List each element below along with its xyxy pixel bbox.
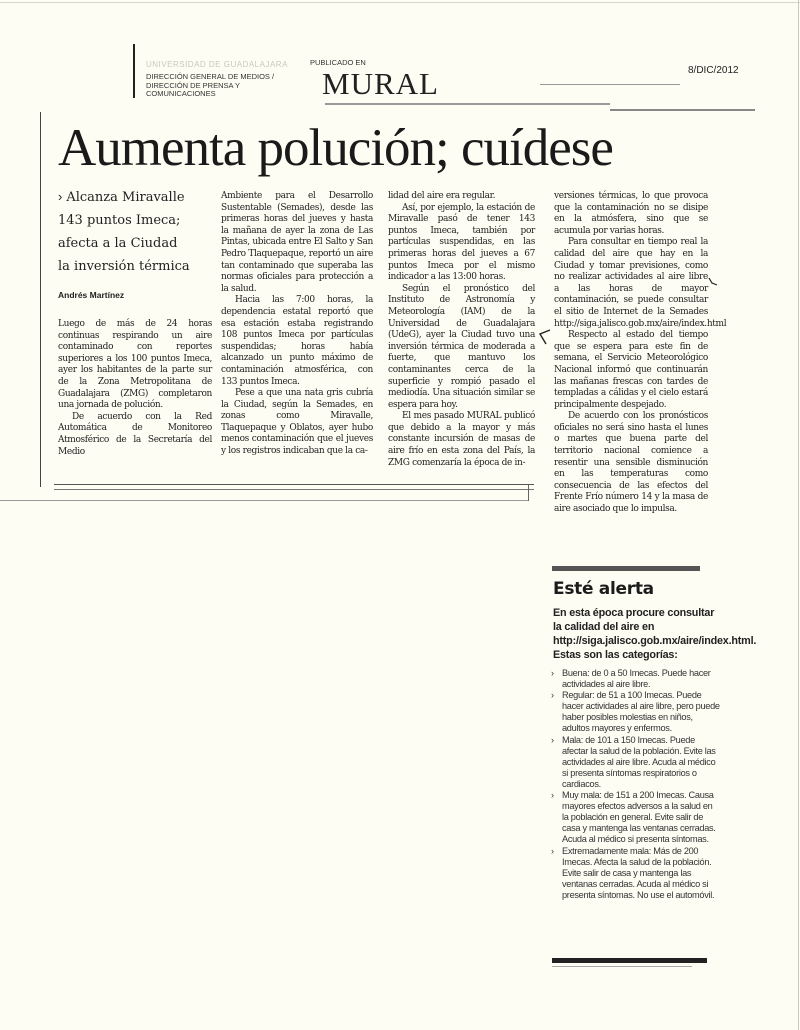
chevron-right-icon: › xyxy=(58,189,63,204)
category-item: › Regular: de 51 a 100 Imecas. Puede hacer actividades al aire libre, pero puede haber posibles molestias en niños, adultos mayores y enfermos. xyxy=(551,690,720,734)
chevron-right-icon: › xyxy=(551,690,554,701)
air-quality-categories xyxy=(551,668,721,901)
sidebar-bottom-rule xyxy=(552,958,707,963)
clipping-cut-line xyxy=(0,500,528,501)
paragraph: Según el pronóstico del Instituto de Astronomía y Meteorología (IAM) de la Universidad de Guadalajara (UdeG), ayer la Ciudad tuvo una inversión térmica de moderada a fuerte, que mantuvo los contaminantes cerca de la superficie y rompió pasado el mediodía. Una situación similar se espera para hoy. xyxy=(388,283,535,410)
article-bottom-rule xyxy=(54,484,534,485)
paragraph: Ambiente para el Desarrollo Sustentable (Semades), desde las primeras horas del jueves y hasta la mañana de ayer la zona de Las Pintas, ubicada entre El Salto y San Pedro Tlaquepaque, reportó un aire tan contaminado que superaba las normas oficiales para protección a la salud. xyxy=(221,191,373,294)
paragraph: lidad del aire era regular. xyxy=(388,191,496,201)
headline: Aumenta polución; cuídese xyxy=(58,119,613,177)
category-item: › Extremadamente mala: Más de 200 Imecas. Afecta la salud de la población. Evite salir de casa y mantenga las ventanas cerradas. Acuda al médico si presenta síntomas. No use el automóvil. xyxy=(551,845,715,900)
category-item: › Mala: de 101 a 150 Imecas. Puede afectar la salud de la población. Evite las actividades al aire libre. Acuda al médico si presenta síntomas respiratorios o cardiacos. xyxy=(551,734,716,789)
chevron-right-icon: › xyxy=(551,734,554,745)
chevron-right-icon: › xyxy=(551,668,554,678)
org-block xyxy=(146,60,306,99)
pen-mark-icon xyxy=(538,328,552,346)
org-line: DIRECCIÓN GENERAL DE MEDIOS / xyxy=(146,72,275,81)
paragraph: El mes pasado MURAL publicó que debido a la mayor y más constante incursión de masas de aire frío en esta zona del País, la ZMG comenzaría la época de in- xyxy=(388,411,535,468)
sidebar-top-rule xyxy=(552,566,700,571)
org-line: COMUNICACIONES xyxy=(146,89,216,98)
article-column-3 xyxy=(388,191,535,469)
sidebar-bottom-rule xyxy=(552,966,692,967)
faded-org-name: UNIVERSIDAD DE GUADALAJARA xyxy=(146,60,288,69)
header-divider xyxy=(133,44,135,98)
cut-corner xyxy=(528,485,529,501)
divider xyxy=(540,84,680,85)
sidebar-intro: En esta época procure consultar la calidad del aire en http://siga.jalisco.gob.mx/aire/index.html. Estas son las categorías: xyxy=(553,607,757,661)
article-left-flow xyxy=(58,185,212,458)
org-line: DIRECCIÓN DE PRENSA Y xyxy=(146,80,241,90)
pen-tick-icon xyxy=(708,276,718,286)
article-deck xyxy=(58,185,212,278)
scan-top-edge xyxy=(0,2,800,3)
paragraph: Pese a que una nata gris cubría la Ciudad, según la Semades, en zonas como Miravalle, Tlaquepaque y Oblatos, ayer hubo menos contaminación que el jueves y los registros indicaban que la ca- xyxy=(221,388,373,457)
clipping-date: 8/DIC/2012 xyxy=(688,65,739,76)
paragraph: De acuerdo con los pronósticos oficiales no será sino hasta el lunes o martes que buena parte del territorio nacional comience a resentir una sensible disminución en las temperaturas como consecuencia de las efectos del Frente Frío número 14 y la masa de aire asociado que lo impulsa. xyxy=(554,411,708,515)
paragraph: versiones térmicas, lo que provoca que la contaminación no se disipe en la atmósfera, sino que se acumula por varias horas. xyxy=(554,191,708,236)
category-item: › Muy mala: de 151 a 200 Imecas. Causa mayores efectos adversos a la salud en la población en general. Evite salir de casa y mantenga las ventanas cerradas. Acuda al médico si presenta síntomas. xyxy=(551,790,716,845)
chevron-right-icon: › xyxy=(551,790,554,801)
paragraph: Hacia las 7:00 horas, la dependencia estatal reportó que esa estación estaba registrando 108 puntos Imeca por partículas suspendidas; horas había alcanzado un punto máximo de contaminación atmosférica, con 133 puntos Imeca. xyxy=(221,295,373,387)
article-column-1 xyxy=(58,319,212,458)
chevron-right-icon: › xyxy=(551,845,554,856)
sidebar-title: Esté alerta xyxy=(553,579,654,599)
published-in-label: PUBLICADO EN xyxy=(310,58,366,67)
article-column-2 xyxy=(221,191,373,458)
paragraph: Respecto al estado del tiempo que se espera para este fin de semana, el Servicio Meteorológico Nacional informó que continuarán las mañanas frescas con tardes de templadas a cálidas y el cielo estará principalmente despejado. xyxy=(554,330,708,410)
deck-line: afecta a la Ciudad xyxy=(58,236,178,251)
byline: Andrés Martínez xyxy=(58,290,125,300)
article-bottom-rule xyxy=(54,489,534,490)
deck-line: 143 puntos Imeca; xyxy=(58,213,181,228)
sidebar-box xyxy=(551,578,757,901)
org-name xyxy=(146,73,306,99)
article-column-4 xyxy=(554,191,727,516)
paragraph: De acuerdo con la Red Automática de Monitoreo Atmosférico de la Secretaría del Medio xyxy=(58,411,212,457)
publication-rule xyxy=(325,103,610,105)
paragraph: Luego de más de 24 horas continuas respirando un aire contaminado con reportes superiores a los 100 puntos Imeca, ayer los habitantes de la parte sur de la Zona Metropolitana de Guadalajara (ZMG) completaron una jornada de polución. xyxy=(58,319,212,411)
article-left-border xyxy=(40,112,41,487)
publication-logo: MURAL xyxy=(322,66,439,101)
category-item: › Buena: de 0 a 50 Imecas. Puede hacer actividades al aire libre. xyxy=(551,668,711,690)
paragraph: Así, por ejemplo, la estación de Miravalle pasó de tener 143 puntos Imeca, también por partículas suspendidas, en las primeras horas del jueves a 67 puntos Imeca por el mismo indicador a las 13:00 horas. xyxy=(388,202,535,283)
deck-line: › Alcanza Miravalle xyxy=(58,189,185,205)
deck-line: la inversión térmica xyxy=(58,259,190,274)
scan-right-edge xyxy=(798,0,799,1030)
divider xyxy=(610,109,755,111)
paragraph: Para consultar en tiempo real la calidad del aire que hay en la Ciudad y tomar previsiones, como no realizar actividades al aire libre a las horas de mayor contaminación, se puede consultar el sitio de Internet de la Semades http://siga.jalisco.gob.mx/aire/index.html xyxy=(554,237,727,329)
